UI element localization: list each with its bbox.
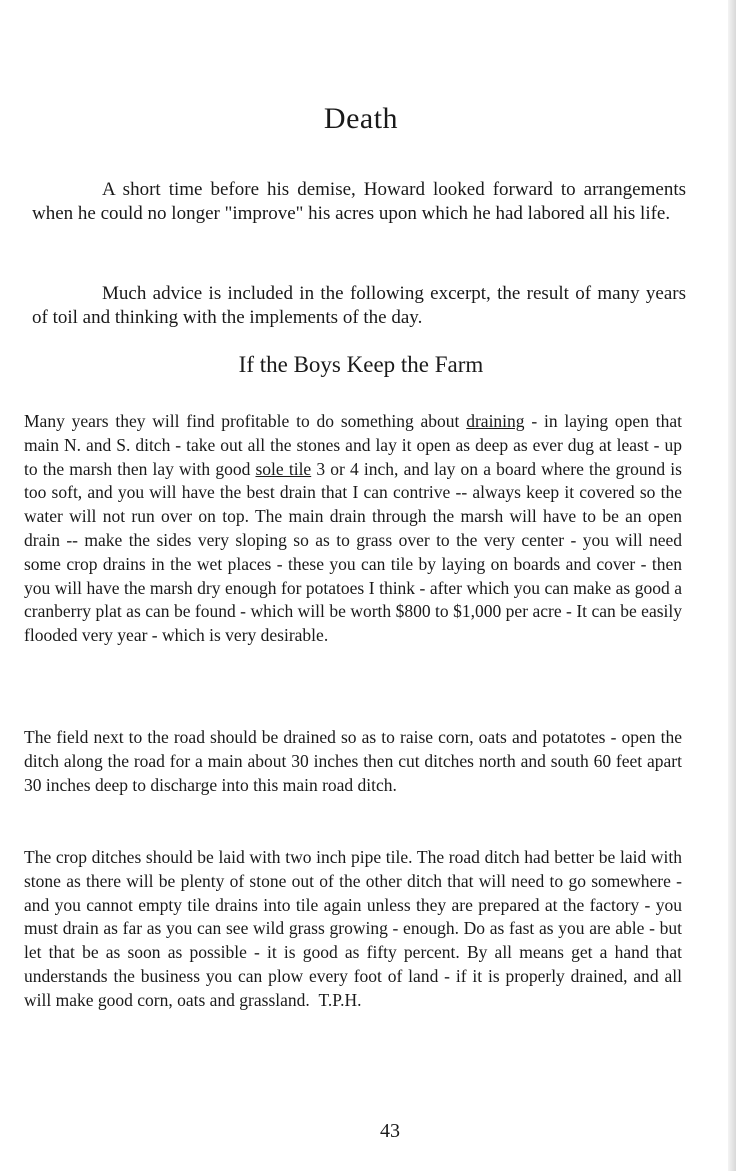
excerpt-paragraph-2: The field next to the road should be drained so as to raise corn, oats and potatotes - open the ditch along the road for a main about 30 inches then cut ditches north and south 60 feet apart 30 inches deep to discharge into this main road ditch. [24,727,682,795]
page-title: Death [323,102,399,135]
excerpt-text: - in laying open that main N. and S. ditch - take out all the stones and lay it open as deep as ever dug at least - up to the marsh then lay with good [24,411,682,479]
excerpt-paragraph-1 [24,410,682,648]
page-number: 43 [380,1120,400,1142]
underlined-word-draining: draining [466,411,525,431]
intro-paragraph-1: A short time before his demise, Howard looked forward to arrangements when he could no longer "improve" his acres upon which he had labored all his life. [32,179,686,224]
page-edge-shadow [728,0,736,1171]
underlined-word-sole-tile: sole tile [255,458,312,479]
intro-paragraph-2: Much advice is included in the following excerpt, the result of many years of toil and thinking with the implements of the day. [32,283,686,328]
excerpt-text: The crop ditches should be laid with two inch pipe tile. The road ditch had better be laid with stone as there will be plenty of stone out of the other ditch that will need to go somewhere - and you cannot empty tile drains into tile again unless they are prepared at the factory - you must drain as far as you can see wild grass growing - enough. Do as fast as you are able - but let that be as soon as possible - it is good as fifty percent. By all means get a hand that understands the business you can plow every foot of land - if it is properly drained, and all will make good corn, oats and grassland. [24,847,682,1010]
signature: T.P.H. [318,989,362,1010]
section-title: If the Boys Keep the Farm [238,352,484,377]
excerpt-paragraph-3 [24,846,682,1013]
excerpt-text: 3 or 4 inch, and lay on a board where the ground is too soft, and you will have the best drain that I can contrive -- always keep it covered so the water will not run over on top. The main drain through the marsh will have to be an open drain -- make the sides very sloping so as to grass over to the very center - you will need some crop drains in the wet places - these you can tile by laying on boards and cover - then you will have the marsh dry enough for potatoes I think - after which you can make as good a cranberry plat as can be found - which will be worth $800 to $1,000 per acre - It can be easily flooded very year - which is very desirable. [24,458,682,646]
excerpt-text: Many years they will find profitable to do something about [24,411,467,431]
